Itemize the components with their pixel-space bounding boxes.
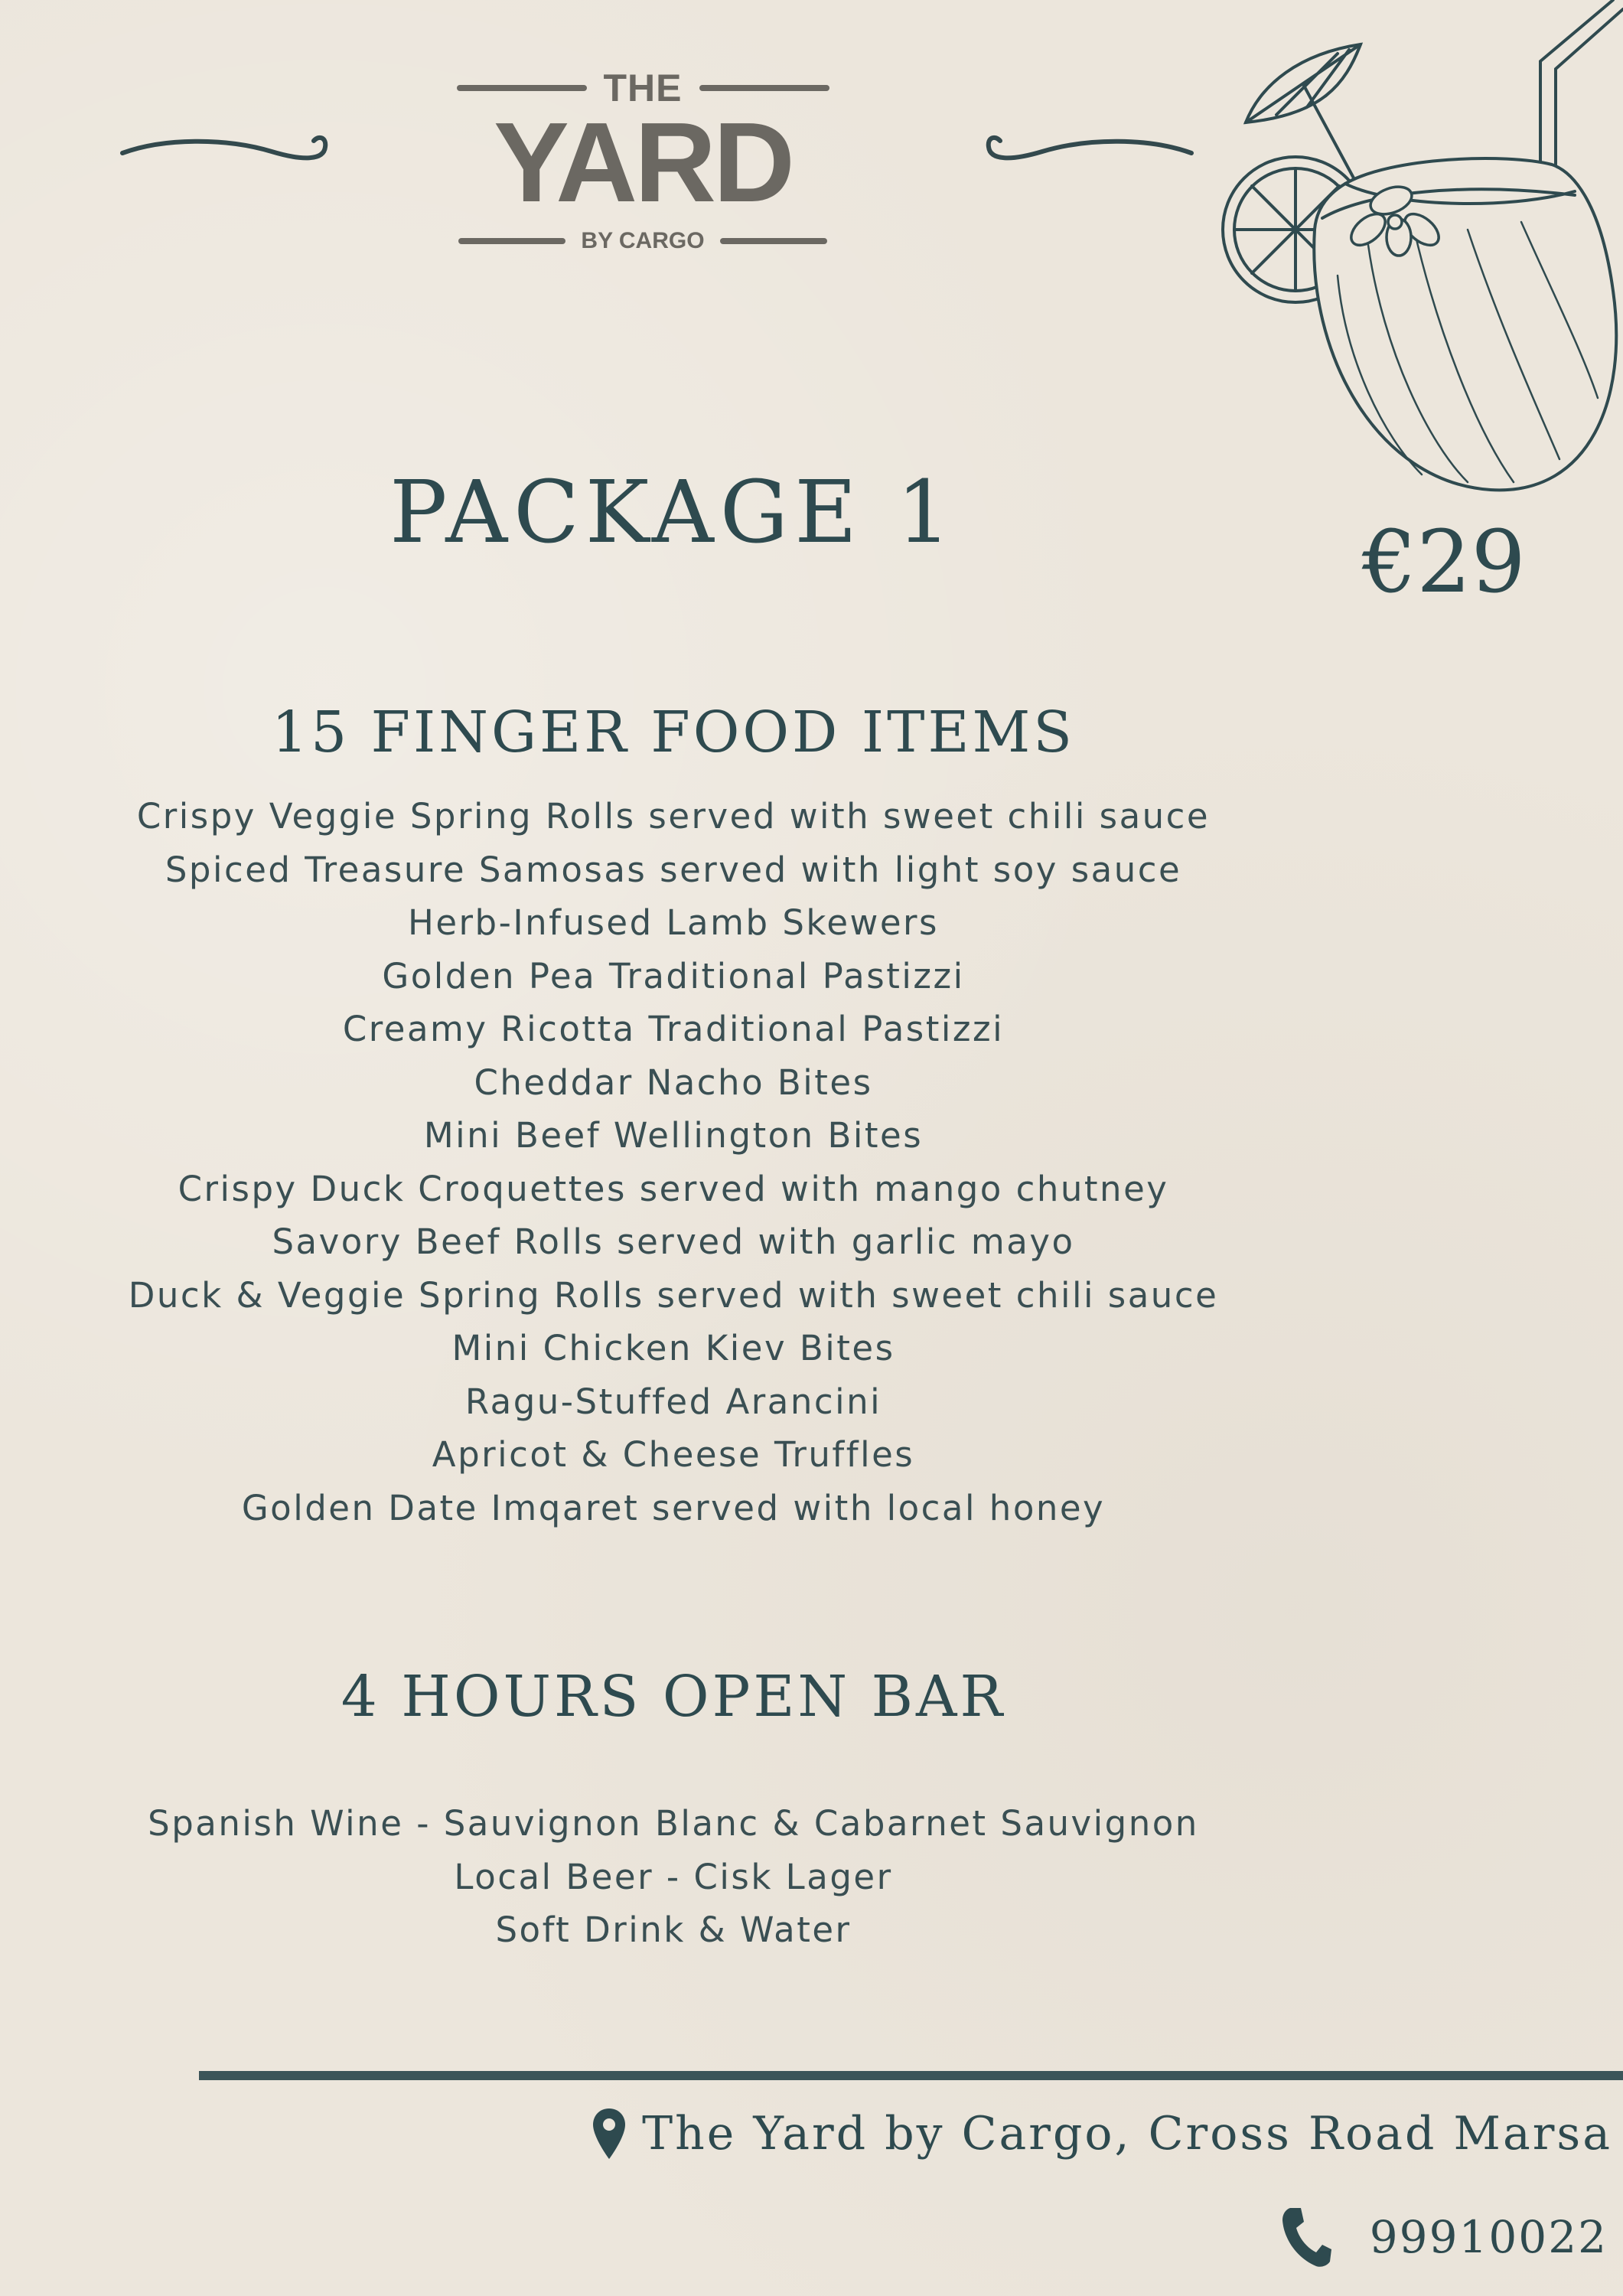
phone-line (1279, 2203, 1608, 2272)
list-item: Crispy Veggie Spring Rolls served with sweet chili sauce (136, 796, 1211, 837)
logo-yard-text: YARD (494, 99, 792, 226)
finger-food-list (0, 790, 1347, 1534)
list-item: Herb-Infused Lamb Skewers (408, 902, 939, 943)
coconut-cocktail-illustration (1215, 0, 1623, 497)
list-item: Crispy Duck Croquettes served with mango chutney (178, 1168, 1169, 1209)
logo-rule-right (699, 85, 829, 91)
logo-bottom-row (451, 222, 834, 260)
list-item: Savory Beef Rolls served with garlic mayo (272, 1221, 1075, 1262)
list-item: Apricot & Cheese Truffles (432, 1434, 915, 1475)
list-item: Mini Beef Wellington Bites (423, 1115, 924, 1156)
list-item: Spiced Treasure Samosas served with light soy sauce (165, 849, 1182, 890)
address-text: The Yard by Cargo, Cross Road Marsa (642, 2107, 1612, 2161)
phone-number: 99910022 (1369, 2211, 1608, 2263)
list-item: Mini Chicken Kiev Bites (451, 1328, 895, 1368)
right-swash-ornament (973, 130, 1195, 176)
package-title: PACKAGE 1 (389, 463, 957, 563)
list-item: Ragu-Stuffed Arancini (464, 1381, 882, 1422)
list-item: Local Beer - Cisk Lager (454, 1856, 893, 1897)
logo-rule-left-bottom (458, 238, 565, 244)
open-bar-heading: 4 HOURS OPEN BAR (341, 1664, 1006, 1730)
open-bar-list (0, 1797, 1347, 1957)
footer-divider (199, 2071, 1623, 2080)
package-price: €29 (1362, 513, 1526, 612)
list-item: Soft Drink & Water (495, 1910, 852, 1950)
list-item: Creamy Ricotta Traditional Pastizzi (342, 1009, 1005, 1049)
finger-food-heading: 15 FINGER FOOD ITEMS (272, 700, 1075, 765)
logo-by-cargo-text: BY CARGO (581, 228, 705, 253)
list-item: Golden Pea Traditional Pastizzi (382, 955, 965, 996)
list-item: Cheddar Nacho Bites (474, 1062, 873, 1103)
location-pin-icon (592, 2107, 627, 2161)
address-line (592, 2103, 1612, 2164)
list-item: Spanish Wine - Sauvignon Blanc & Cabarnet Sauvignon (148, 1803, 1199, 1844)
phone-icon (1279, 2205, 1333, 2269)
list-item: Duck & Veggie Spring Rolls served with sweet chili sauce (128, 1274, 1219, 1316)
logo-rule-left (457, 85, 587, 91)
logo-rule-right-bottom (720, 238, 827, 244)
logo-the-text: THE (603, 67, 683, 109)
brand-logo (451, 61, 834, 268)
left-swash-ornament (119, 130, 341, 176)
list-item: Golden Date Imqaret served with local honey (241, 1487, 1106, 1528)
